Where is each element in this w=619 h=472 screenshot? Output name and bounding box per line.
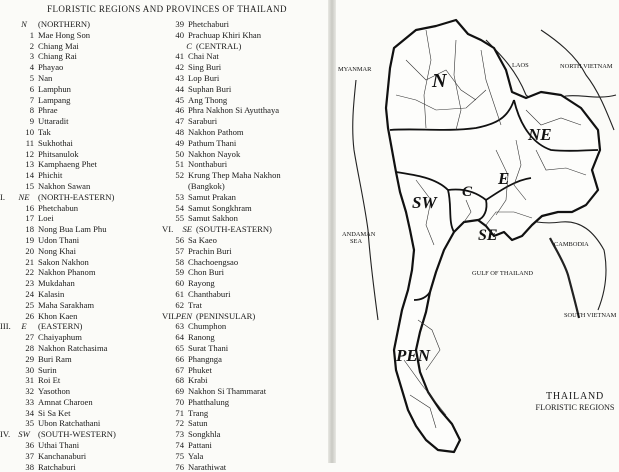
province-number: 22	[25, 267, 34, 278]
province-number: 61	[175, 288, 184, 299]
province-name: Lampang	[38, 94, 71, 105]
province-name: Phetchaburi	[188, 19, 230, 29]
province-name: Sa Kaeo	[188, 234, 217, 245]
province-name: Phangnga	[188, 353, 222, 364]
province-row	[162, 149, 328, 160]
province-name: Chumphon	[188, 321, 227, 332]
province-name: Nakhon Nayok	[188, 148, 241, 159]
province-number: 74	[175, 440, 184, 451]
label-gulf-of-thailand: GULF OF THAILAND	[472, 270, 533, 277]
province-name: Krung Thep Maha Nakhon	[188, 170, 281, 181]
province-row	[0, 365, 162, 376]
province-list-column-2	[162, 19, 328, 472]
region-code: E	[21, 321, 27, 332]
label-andaman: ANDAMAN	[342, 231, 376, 238]
province-name: Kalasin	[38, 288, 65, 299]
mekong-river	[550, 238, 579, 318]
province-row	[0, 408, 162, 419]
province-row	[162, 332, 328, 343]
province-number: 15	[25, 180, 34, 191]
page-title: FLORISTIC REGIONS AND PROVINCES OF THAILAND	[47, 4, 287, 14]
province-name: Nakhon Si Thammarat	[188, 386, 267, 397]
province-name: Nakhon Sawan	[38, 180, 91, 191]
province-row	[0, 386, 162, 397]
map-caption-subtitle: FLORISTIC REGIONS	[535, 403, 615, 412]
region-heading	[162, 224, 328, 235]
region-heading	[162, 311, 328, 322]
region-name: (NORTHERN)	[38, 19, 90, 29]
province-name: Chai Nat	[188, 51, 219, 62]
province-name: Prachin Buri	[188, 245, 232, 256]
province-name: Kanchanaburi	[38, 450, 87, 461]
province-number: 62	[175, 299, 184, 310]
province-number: 18	[25, 224, 34, 235]
province-row	[0, 246, 162, 257]
province-number: 19	[25, 234, 34, 245]
myanmar-coast-line	[353, 80, 378, 320]
province-number: 16	[25, 202, 34, 213]
region-label-pen: PEN	[396, 346, 430, 365]
province-name: Yala	[188, 450, 204, 461]
province-row	[0, 375, 162, 386]
province-number: 56	[175, 234, 184, 245]
province-name: Surin	[38, 364, 57, 375]
province-name: Nong Khai	[38, 245, 76, 256]
province-row	[0, 418, 162, 429]
region-code: NE	[18, 191, 30, 202]
province-number: 36	[25, 440, 34, 451]
province-row	[0, 95, 162, 106]
province-row	[0, 149, 162, 160]
region-label-n: N	[432, 70, 447, 92]
roman-numeral: III.	[0, 321, 11, 332]
province-row	[162, 408, 328, 419]
province-name: Lop Buri	[188, 72, 220, 83]
province-number: 48	[175, 126, 184, 137]
province-row	[162, 138, 328, 149]
province-name: Phrae	[38, 105, 58, 116]
province-number: 67	[175, 364, 184, 375]
label-myanmar: MYANMAR	[338, 66, 372, 73]
province-number: 51	[175, 159, 184, 170]
province-name: Ubon Ratchathani	[38, 418, 101, 429]
province-number: 37	[25, 450, 34, 461]
province-number: 50	[175, 148, 184, 159]
region-label-sw: SW	[412, 193, 437, 212]
region-code: SW	[18, 429, 30, 440]
province-number: 2	[29, 40, 34, 51]
province-number: 71	[175, 407, 184, 418]
province-row	[162, 170, 328, 181]
province-row	[0, 127, 162, 138]
province-number: 41	[175, 51, 184, 62]
province-number: 25	[25, 299, 34, 310]
province-row	[162, 440, 328, 451]
province-row	[162, 19, 328, 30]
province-name: Chachoengsao	[188, 256, 239, 267]
label-north-vietnam: NORTH VIETNAM	[560, 63, 613, 70]
province-row	[162, 116, 328, 127]
region-code: PEN	[175, 310, 192, 321]
region-heading	[0, 192, 162, 203]
province-name: Krabi	[188, 375, 208, 386]
province-number: 32	[25, 386, 34, 397]
region-label-se: SE	[478, 227, 498, 244]
province-name: Chiang Rai	[38, 51, 77, 62]
province-name: Loei	[38, 213, 54, 224]
province-number: 58	[175, 256, 184, 267]
province-row	[0, 181, 162, 192]
label-sea: SEA	[350, 238, 363, 245]
province-name: Phayao	[38, 62, 64, 73]
book-gutter	[328, 0, 336, 463]
province-row	[0, 267, 162, 278]
province-number: 28	[25, 342, 34, 353]
province-number: 27	[25, 332, 34, 343]
province-row	[162, 365, 328, 376]
province-name: Ratchaburi	[38, 461, 76, 472]
province-name: Satun	[188, 418, 208, 429]
province-row	[162, 397, 328, 408]
province-row	[0, 84, 162, 95]
province-number: 73	[175, 429, 184, 440]
province-row	[0, 462, 162, 472]
province-name: Ranong	[188, 332, 215, 343]
province-name: Ang Thong	[188, 94, 228, 105]
province-number: 38	[25, 461, 34, 472]
region-name: (NORTH-EASTERN)	[38, 191, 115, 202]
province-row	[0, 159, 162, 170]
province-number: 6	[29, 83, 34, 94]
province-number: 42	[175, 62, 184, 73]
province-name: Samut Songkhram	[188, 202, 252, 213]
province-row	[162, 30, 328, 41]
province-name: Nonthaburi	[188, 159, 228, 170]
province-row	[162, 181, 328, 192]
province-name: Tak	[38, 126, 51, 137]
province-row	[162, 105, 328, 116]
province-number: 26	[25, 310, 34, 321]
province-row	[0, 311, 162, 322]
province-name: Surat Thani	[188, 342, 229, 353]
province-number: 64	[175, 332, 184, 343]
region-name: (SOUTH-WESTERN)	[38, 429, 116, 440]
province-name: Sing Buri	[188, 62, 222, 73]
province-name: Songkhla	[188, 429, 221, 440]
province-row	[0, 213, 162, 224]
province-number: 43	[175, 72, 184, 83]
province-number: 4	[29, 62, 34, 73]
region-label-ne: NE	[528, 125, 552, 144]
province-name: Si Sa Ket	[38, 407, 71, 418]
province-row	[162, 84, 328, 95]
province-row	[0, 300, 162, 311]
province-number: 1	[29, 29, 34, 40]
province-number: 9	[29, 116, 34, 127]
province-number: 65	[175, 342, 184, 353]
province-name: Nong Bua Lam Phu	[38, 224, 107, 235]
province-row	[0, 257, 162, 268]
province-row	[162, 213, 328, 224]
roman-numeral: I.	[0, 191, 6, 202]
province-number: 29	[25, 353, 34, 364]
region-name: (SOUTH-EASTERN)	[196, 224, 272, 235]
province-name: Roi Et	[38, 375, 61, 386]
province-row	[0, 278, 162, 289]
province-name: Uttaradit	[38, 116, 69, 127]
province-number: 47	[175, 116, 184, 127]
province-row	[0, 30, 162, 41]
province-row	[162, 343, 328, 354]
province-number: 55	[175, 213, 184, 224]
province-name: Amnat Charoen	[38, 396, 93, 407]
province-name: Sakon Nakhon	[38, 256, 89, 267]
province-number: 45	[175, 94, 184, 105]
province-row	[0, 354, 162, 365]
label-south-vietnam: SOUTH VIETNAM	[564, 312, 617, 319]
province-row	[162, 62, 328, 73]
province-number: 59	[175, 267, 184, 278]
province-name: Nakhon Ratchasima	[38, 342, 108, 353]
province-number: 33	[25, 396, 34, 407]
province-row	[162, 451, 328, 462]
province-name: Nan	[38, 72, 53, 83]
province-number: 23	[25, 278, 34, 289]
province-row	[162, 429, 328, 440]
province-row	[162, 300, 328, 311]
map-caption	[535, 391, 615, 412]
province-number: 68	[175, 375, 184, 386]
province-row	[0, 170, 162, 181]
province-name: Saraburi	[188, 116, 218, 127]
province-name: Phetchabun	[38, 202, 79, 213]
roman-numeral: VII.	[162, 310, 177, 321]
province-name: Pathum Thani	[188, 137, 237, 148]
province-row	[0, 343, 162, 354]
province-number: 31	[25, 375, 34, 386]
province-number: 13	[25, 159, 34, 170]
province-number: 7	[29, 94, 34, 105]
province-number: 53	[175, 191, 184, 202]
province-row	[0, 451, 162, 462]
province-row	[162, 289, 328, 300]
label-cambodia: CAMBODIA	[554, 241, 589, 248]
region-name: (EASTERN)	[38, 321, 83, 332]
province-name: Mae Hong Son	[38, 29, 91, 40]
province-row	[162, 127, 328, 138]
region-code: N	[21, 19, 27, 29]
province-name: Phatthalung	[188, 396, 230, 407]
region-name: (PENINSULAR)	[196, 310, 256, 321]
region-name: (CENTRAL)	[196, 40, 242, 51]
province-row	[0, 203, 162, 214]
province-row	[162, 203, 328, 214]
province-row	[162, 73, 328, 84]
province-name: Phitsanulok	[38, 148, 79, 159]
region-label-e: E	[498, 169, 510, 188]
province-number: 30	[25, 364, 34, 375]
province-row	[162, 278, 328, 289]
province-number: 17	[25, 213, 34, 224]
province-row	[162, 267, 328, 278]
province-name: Chaiyaphum	[38, 332, 82, 343]
province-name: Khon Kaen	[38, 310, 78, 321]
province-number: 24	[25, 288, 34, 299]
region-code: C	[186, 40, 192, 51]
region-heading	[0, 429, 162, 440]
province-name: Udon Thani	[38, 234, 80, 245]
province-row	[162, 354, 328, 365]
province-number: 12	[25, 148, 34, 159]
province-name: Maha Sarakham	[38, 299, 95, 310]
province-name: Nakhon Pathom	[188, 126, 244, 137]
province-row	[0, 289, 162, 300]
province-number: 63	[175, 321, 184, 332]
province-row	[0, 62, 162, 73]
province-row	[0, 138, 162, 149]
province-name: Trang	[188, 407, 209, 418]
province-number: 5	[29, 72, 34, 83]
province-number: 70	[175, 396, 184, 407]
province-name: Nakhon Phanom	[38, 267, 96, 278]
province-number: 75	[175, 450, 184, 461]
province-name: Buri Ram	[38, 353, 72, 364]
province-row	[0, 73, 162, 84]
province-number: 60	[175, 278, 184, 289]
province-name: Chiang Mai	[38, 40, 79, 51]
province-row	[0, 235, 162, 246]
province-name: Chanthaburi	[188, 288, 231, 299]
province-row	[162, 321, 328, 332]
province-name: Phuket	[188, 364, 212, 375]
province-name: Rayong	[188, 278, 215, 289]
province-number: 20	[25, 245, 34, 256]
label-laos: LAOS	[512, 62, 529, 69]
province-name: Samut Sakhon	[188, 213, 238, 224]
region-code: SE	[182, 224, 192, 235]
province-number: 54	[175, 202, 184, 213]
province-row	[162, 235, 328, 246]
province-number: 52	[175, 170, 184, 181]
province-name: Prachuap Khiri Khan	[188, 29, 262, 40]
region-heading	[162, 41, 328, 52]
province-number: 39	[175, 19, 184, 29]
region-heading	[0, 321, 162, 332]
province-number: 40	[175, 29, 184, 40]
province-row	[162, 95, 328, 106]
province-number: 46	[175, 105, 184, 116]
province-row	[0, 332, 162, 343]
province-number: 34	[25, 407, 34, 418]
province-name: Yasothon	[38, 386, 71, 397]
province-number: 10	[25, 126, 34, 137]
province-row	[0, 397, 162, 408]
province-name: Trat	[188, 299, 203, 310]
province-row	[162, 418, 328, 429]
province-row	[162, 159, 328, 170]
province-number: 72	[175, 418, 184, 429]
province-row	[0, 105, 162, 116]
province-name: Lamphun	[38, 83, 71, 94]
province-number: 21	[25, 256, 34, 267]
province-number: 76	[175, 461, 184, 472]
province-row	[162, 386, 328, 397]
province-number: 11	[25, 137, 34, 148]
province-name: Phra Nakhon Si Ayutthaya	[188, 105, 280, 116]
province-number: 66	[175, 353, 184, 364]
province-name: Suphan Buri	[188, 83, 232, 94]
region-heading	[0, 19, 162, 30]
province-name: Narathiwat	[188, 461, 227, 472]
province-name: Kamphaeng Phet	[38, 159, 97, 170]
province-row	[0, 41, 162, 52]
province-name: Chon Buri	[188, 267, 225, 278]
province-number: 35	[25, 418, 34, 429]
province-name: Mukdahan	[38, 278, 75, 289]
province-number: 14	[25, 170, 34, 181]
province-name: Samut Prakan	[188, 191, 236, 202]
province-row	[162, 257, 328, 268]
province-row	[0, 224, 162, 235]
province-row	[0, 116, 162, 127]
province-name: Uthai Thani	[38, 440, 80, 451]
province-row	[162, 51, 328, 62]
province-row	[162, 462, 328, 472]
region-label-c: C	[462, 184, 473, 200]
province-number: 69	[175, 386, 184, 397]
roman-numeral: VI.	[162, 224, 174, 235]
roman-numeral: IV.	[0, 429, 11, 440]
province-row	[162, 375, 328, 386]
province-number: 3	[29, 51, 34, 62]
province-row	[162, 192, 328, 203]
province-name: (Bangkok)	[188, 180, 225, 191]
province-name: Sukhothai	[38, 137, 73, 148]
map-caption-title: THAILAND	[545, 391, 605, 402]
province-number: 8	[29, 105, 34, 116]
province-list-column-1	[0, 19, 162, 472]
province-number: 44	[175, 83, 184, 94]
province-number: 57	[175, 245, 184, 256]
province-number: 49	[175, 137, 184, 148]
province-row	[162, 246, 328, 257]
province-row	[0, 51, 162, 62]
province-name: Phichit	[38, 170, 63, 181]
province-row	[0, 440, 162, 451]
province-name: Pattani	[188, 440, 212, 451]
